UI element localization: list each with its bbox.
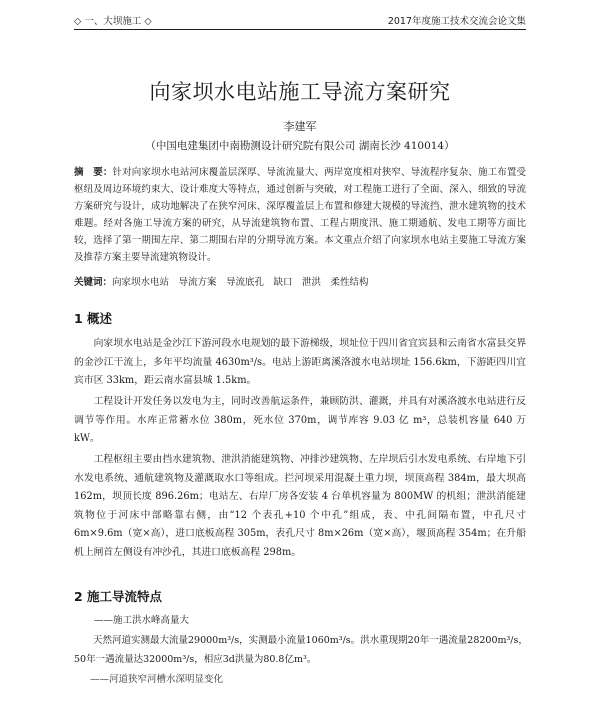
keywords-text: 向家坝水电站 导流方案 导流底孔 缺口 泄洪 柔性结构 xyxy=(112,277,369,288)
abstract-text: 针对向家坝水电站河床覆盖层深厚、导流流量大、两岸宽度相对狭窄、导流程序复杂、施工布置受枢纽及周边环境约束大、设计难度大等特点，通过创新与突破，对工程施工进行了全面、深入、细致的导流方案研究与设计，成功地解决了在狭窄河床、深厚覆盖层上布置和修建大规模的导流挡、泄水建筑物的技术难题。经对各施工导流方案的研究，从导流建筑物布置、工程占期度汛、施工期通航、发电工期等方面比较，选择了第一期围左岸、第二期围右岸的分期导流方案。本文重点介绍了向家坝水电站主要施工导流方案及推荐方案主要导流建筑物设计。 xyxy=(74,167,526,263)
header-divider xyxy=(74,29,526,30)
diversion-paragraph-1: 天然河道实测最大流量29000m³/s，实测最小流量1060m³/s。洪水重现期20年一遇流量28200m³/s，50年一遇流量达32000m³/s，相应3d洪量为80.8亿m³。 xyxy=(74,635,528,665)
header-section-label: ◇ 一、大坝施工 ◇ xyxy=(74,16,152,27)
overview-paragraph-2: 工程设计开发任务以发电为主，同时改善航运条件，兼顾防洪、灌溉，并具有对溪洛渡水电站进行反调节等作用。水库正常蓄水位 380m，死水位 370m，调节库容 9.03 亿 m³，总装机容量 640 万 kW。 xyxy=(74,396,526,444)
section-heading-overview: 1 概述 xyxy=(74,311,113,326)
subheading-river-channel: ——河道狭窄河槽水深明显变化 xyxy=(90,674,224,685)
abstract-label: 摘 要： xyxy=(74,167,113,178)
paper-affiliation: （中国电建集团中南勘测设计研究院有限公司 湖南长沙 410014） xyxy=(145,140,455,152)
abstract xyxy=(74,164,526,266)
header-proceedings-title: 2017年度施工技术交流会论文集 xyxy=(387,16,526,27)
overview-paragraph-3: 工程枢纽主要由挡水建筑物、泄洪消能建筑物、冲排沙建筑物、左岸坝后引水发电系统、右岸地下引水发电系统、通航建筑物及灌溉取水口等组成。拦河坝采用混凝土重力坝，坝顶高程 384m，最大坝高 162m，坝顶长度 896.26m；电站左、右岸厂房各安装 4 台单机容量为 800MW 的机组；泄洪消能建筑物位于河床中部略靠右侧，由“12 个表孔+10 个中孔”组成，表、中孔间隔布置，中孔尺寸 6m×9.6m（宽×高），进口底板高程 305m，表孔尺寸 8m×26m（宽×高），堰顶高程 354m；在升船机上闸首左侧设有冲沙孔，其进口底板高程 298m。 xyxy=(74,454,526,558)
keywords xyxy=(74,274,526,291)
section-heading-diversion-features: 2 施工导流特点 xyxy=(74,589,163,604)
paper-title: 向家坝水电站施工导流方案研究 xyxy=(149,80,451,104)
subheading-flood: ——施工洪水峰高量大 xyxy=(94,615,190,626)
keywords-label: 关键词： xyxy=(74,277,113,288)
paper-author: 李建军 xyxy=(283,120,317,133)
overview-paragraph-1: 向家坝水电站是金沙江下游河段水电规划的最下游梯级，坝址位于四川省宜宾县和云南省水富县交界的金沙江干流上，多年平均流量 4630m³/s。电站上游距离溪洛渡水电站坝址 156.6km，下游距四川宜宾市区 33km，距云南水富县城 1.5km。 xyxy=(74,338,526,386)
running-header xyxy=(74,12,526,28)
